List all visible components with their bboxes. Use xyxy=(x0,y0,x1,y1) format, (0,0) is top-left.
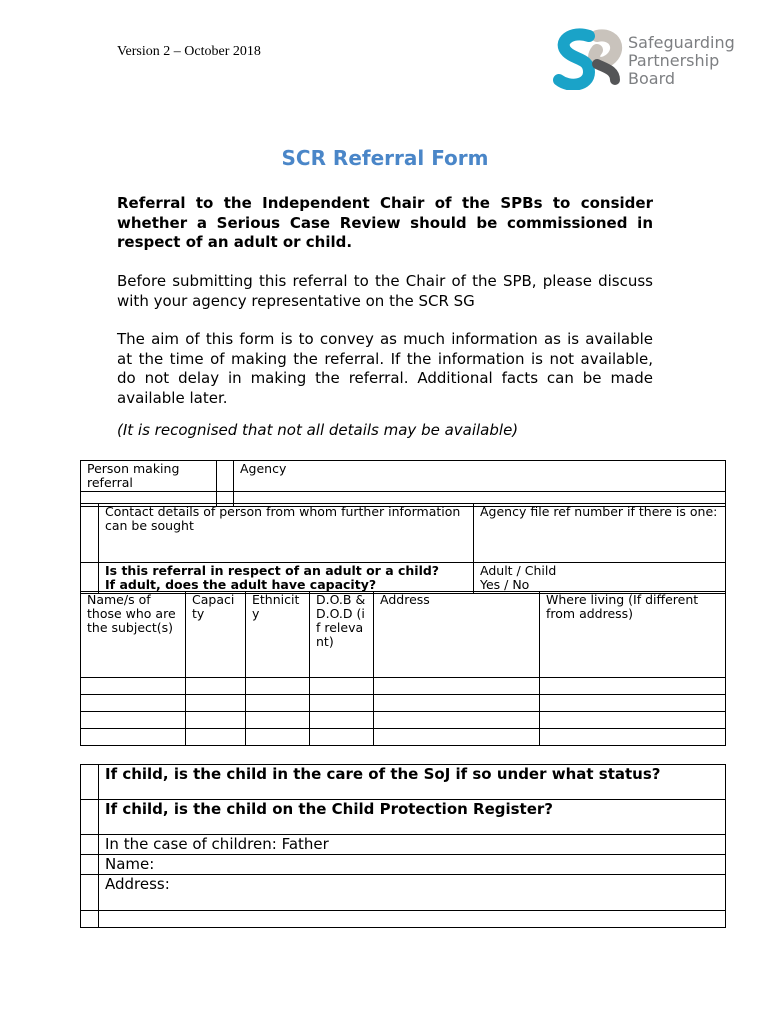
child-questions-table xyxy=(80,764,726,928)
table-cell[interactable] xyxy=(374,678,540,695)
subjects-header-name: Name/s of those who are the subject(s) xyxy=(81,592,186,678)
table-cell[interactable] xyxy=(186,729,246,746)
table-cell[interactable] xyxy=(246,678,310,695)
question-capacity: If adult, does the adult have capacity? xyxy=(105,577,377,592)
referrer-table xyxy=(80,460,726,507)
spacer-cell xyxy=(81,875,99,911)
table-cell[interactable] xyxy=(81,729,186,746)
protection-register-question[interactable]: If child, is the child on the Child Protection Register? xyxy=(99,800,726,835)
table-cell[interactable] xyxy=(540,729,726,746)
logo-text xyxy=(628,34,735,88)
table-cell[interactable] xyxy=(374,729,540,746)
spacer-cell xyxy=(81,765,99,800)
version-label: Version 2 – October 2018 xyxy=(117,44,261,59)
adult-child-answer[interactable] xyxy=(474,563,726,594)
spacer-cell xyxy=(81,911,99,928)
subjects-header-address: Address xyxy=(374,592,540,678)
father-address-field[interactable]: Address: xyxy=(99,875,726,911)
subjects-header-capacity: Capacity xyxy=(186,592,246,678)
spacer-cell xyxy=(81,504,99,563)
table-cell[interactable] xyxy=(246,712,310,729)
spacer-cell xyxy=(217,461,234,492)
answer-yes-no[interactable]: Yes / No xyxy=(480,577,530,592)
answer-adult-child[interactable]: Adult / Child xyxy=(480,563,557,578)
table-cell[interactable] xyxy=(186,712,246,729)
agency-file-ref-field[interactable]: Agency file ref number if there is one: xyxy=(474,504,726,563)
table-cell[interactable] xyxy=(186,695,246,712)
spb-logo-icon xyxy=(553,28,623,90)
page-title: SCR Referral Form xyxy=(281,146,489,170)
spacer-cell xyxy=(81,800,99,835)
table-row xyxy=(81,678,726,695)
table-cell[interactable] xyxy=(540,678,726,695)
table-cell[interactable] xyxy=(540,695,726,712)
spacer-cell xyxy=(81,563,99,594)
table-cell[interactable] xyxy=(310,712,374,729)
intro-paragraph-1: Before submitting this referral to the Chair of the SPB, please discuss with your agency representative on the SCR SG xyxy=(117,272,653,310)
question-adult-child: Is this referral in respect of an adult or a child? xyxy=(105,563,440,578)
logo-line-2: Partnership xyxy=(628,51,720,70)
table-cell[interactable] xyxy=(81,712,186,729)
table-row xyxy=(81,712,726,729)
table-cell[interactable] xyxy=(186,678,246,695)
subjects-table xyxy=(80,591,726,746)
contact-details-field[interactable]: Contact details of person from whom further information can be sought xyxy=(99,504,474,563)
spb-logo xyxy=(553,28,753,92)
table-cell[interactable] xyxy=(246,695,310,712)
table-cell[interactable] xyxy=(540,712,726,729)
agency-field[interactable]: Agency xyxy=(234,461,726,492)
father-name-field[interactable]: Name: xyxy=(99,855,726,875)
table-cell[interactable] xyxy=(374,695,540,712)
spacer-cell xyxy=(81,835,99,855)
subjects-header-dob: D.O.B & D.O.D (if relevant) xyxy=(310,592,374,678)
table-row xyxy=(81,729,726,746)
care-status-question[interactable]: If child, is the child in the care of the SoJ if so under what status? xyxy=(99,765,726,800)
logo-line-1: Safeguarding xyxy=(628,33,735,52)
father-label: In the case of children: Father xyxy=(99,835,726,855)
table-cell[interactable] xyxy=(310,678,374,695)
spacer-cell xyxy=(81,855,99,875)
table-cell[interactable] xyxy=(310,695,374,712)
intro-heading: Referral to the Independent Chair of the SPBs to consider whether a Serious Case Review should be commissioned in respect of an adult or child. xyxy=(117,194,653,251)
blank-field[interactable] xyxy=(99,911,726,928)
subjects-header-where-living: Where living (If different from address) xyxy=(540,592,726,678)
table-row xyxy=(81,695,726,712)
logo-line-3: Board xyxy=(628,69,676,88)
table-cell[interactable] xyxy=(310,729,374,746)
intro-note: (It is recognised that not all details may be available) xyxy=(117,421,519,439)
table-cell[interactable] xyxy=(81,695,186,712)
adult-child-question xyxy=(99,563,474,594)
person-making-referral-label: Person making referral xyxy=(81,461,217,492)
intro-paragraph-2: The aim of this form is to convey as much information as is available at the time of making the referral. If the information is not available, do not delay in making the referral. Additional facts can be made available later. xyxy=(117,330,653,407)
table-cell[interactable] xyxy=(246,729,310,746)
table-cell[interactable] xyxy=(81,678,186,695)
contact-table xyxy=(80,503,726,594)
table-cell[interactable] xyxy=(374,712,540,729)
subjects-header-ethnicity: Ethnicity xyxy=(246,592,310,678)
